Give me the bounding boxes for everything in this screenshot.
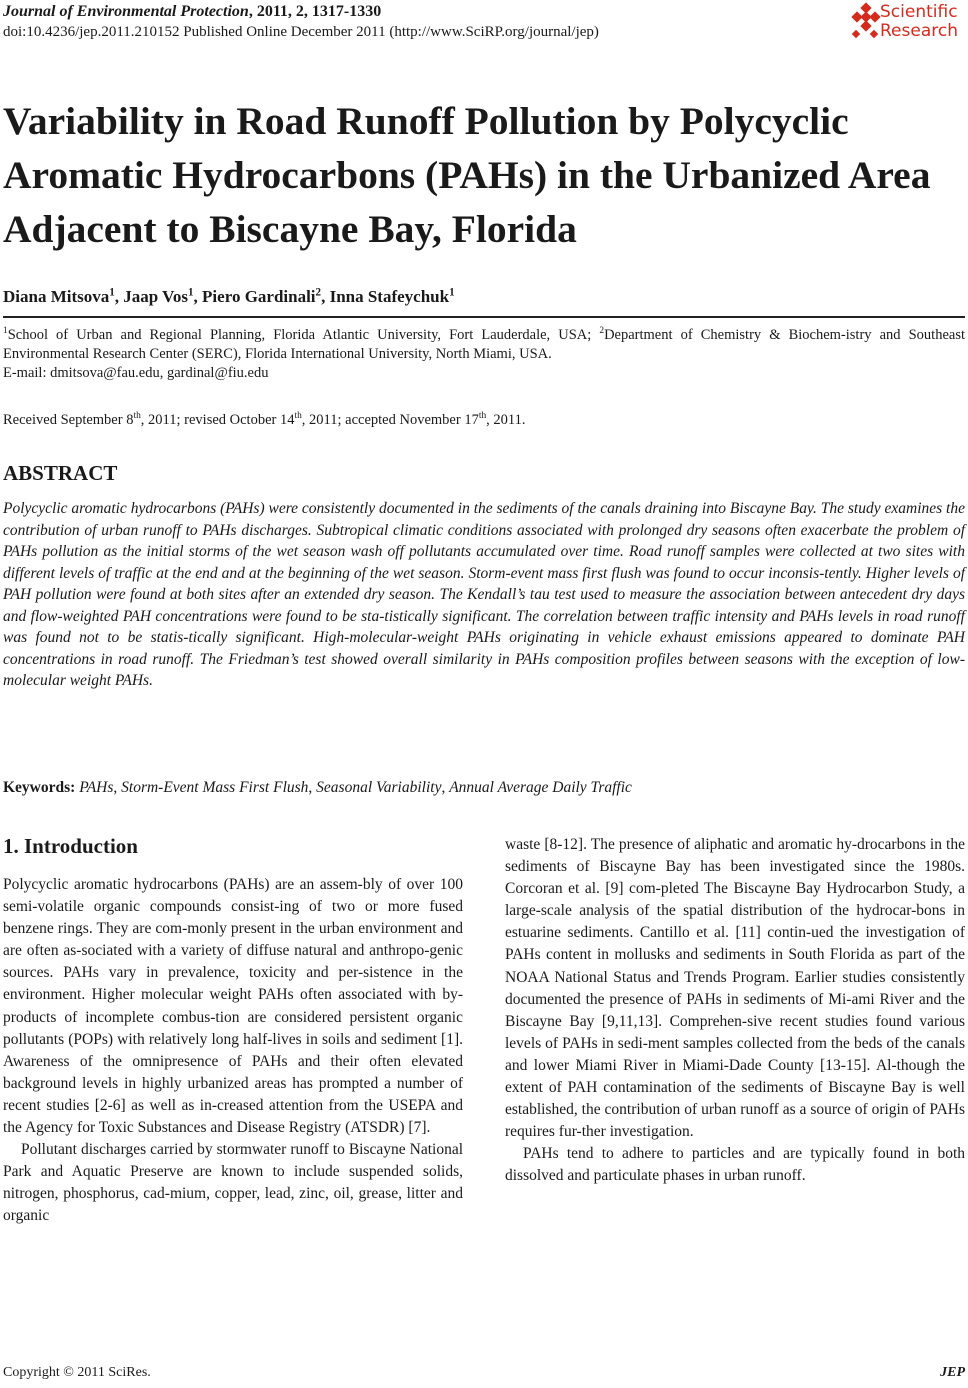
author-affiliation-mark: 1 xyxy=(109,286,115,299)
email-line: E-mail: dmitsova@fau.edu, gardinal@fiu.edu xyxy=(3,365,269,381)
header-divider xyxy=(3,316,965,318)
received-text: Received September 8 xyxy=(3,412,134,428)
ordinal-suffix: th xyxy=(478,411,487,422)
ordinal-suffix: th xyxy=(294,411,302,422)
keyword: Seasonal Variability xyxy=(316,779,442,796)
author-affiliation-mark: 2 xyxy=(315,286,322,299)
revised-text: , 2011; revised October 14 xyxy=(140,412,295,428)
paper-title: Variability in Road Runoff Pollution by Polycyclic Aromatic Hydrocarbons (PAHs) in the Urbanized Area Adjacent to Biscayne Bay, Florida xyxy=(3,99,931,251)
affiliation-mark: 1 xyxy=(3,326,8,337)
abstract-text: Polycyclic aromatic hydrocarbons (PAHs) were consistently documented in the sediments of the canals draining into Biscayne Bay. The study examines the contribution of urban runoff to PAHs discharges. Subtropical climatic conditions associated with prolonged dry seasons often exacerbate the problem of PAHs pollution as the initial storms of the wet season wash off pollutants accumulated over time. Road runoff samples were collected at two sites with different levels of traffic at the end and at the beginning of the wet season. Storm-event mass first flush was found to occur inconsis-tently. Higher levels of PAH pollution were found at both sites after an extended dry season. The Kendall’s tau test used to measure the association between antecedent dry days and flow-weighted PAH concentrations were found to be sta-tistically significant. The correlation between traffic intensity and PAHs levels in road runoff was found not to be statis-tically significant. High-molecular-weight PAHs originating in vehicle exhaust emissions appeared to dominate PAH concentrations in road runoff. The Friedman’s test showed overall similarity in PAHs composition profiles between seasons with the exception of low-molecular weight PAHs. xyxy=(3,500,965,689)
affiliation-1: School of Urban and Regional Planning, Florida Atlantic University, Fort Lauderdale, USA; xyxy=(7,327,600,343)
author-name: Piero Gardinali xyxy=(202,287,316,306)
doi-line: doi:10.4236/jep.2011.210152 Published Online December 2011 (http://www.SciRP.org/journal/jep) xyxy=(3,24,599,40)
keywords: Keywords: PAHs, Storm-Event Mass First Flush, Seasonal Variability, Annual Average Daily Traffic xyxy=(3,779,632,796)
author-name: Jaap Vos xyxy=(123,287,189,306)
journal-name: Journal of Environmental Protection xyxy=(3,3,249,20)
received-dates xyxy=(3,411,526,430)
keywords-colon: : xyxy=(70,779,80,796)
accepted-text: , 2011; accepted November 17 xyxy=(301,412,479,428)
left-column xyxy=(3,874,463,1228)
journal-abbreviation: JEP xyxy=(940,1365,965,1380)
copyright-footer: Copyright © 2011 SciRes. xyxy=(3,1365,151,1380)
ordinal-suffix: th xyxy=(133,411,141,422)
intro-paragraph: waste [8-12]. The presence of aliphatic and aromatic hy-drocarbons in the sediments of Biscayne Bay has been investigated since the 1980s. Corcoran et al. [9] com-pleted The Biscayne Bay Hydrocarbon Study, a large-scale analysis of the spatial distribution of the hydrocar-bons in estuarine sediments. Cantillo et al. [11] contin-ued the investigation of PAHs content in mollusks and sediments in South Florida as part of the NOAA National Status and Trends Program. Earlier studies consistently documented the presence of PAHs in sediments of Mi-ami River and the Biscayne Bay [9,11,13]. Comprehen-sive recent studies found various levels of PAHs in sedi-ment samples collected from the beds of the canals and lower Miami River in Miami-Dade County [13-15]. Al-though the extent of PAH contamination of the sediments of Biscayne Bay is well established, the contribution of urban runoff as a source of origin of PAHs requires fur-ther investigation. xyxy=(505,836,965,1141)
author-list xyxy=(3,286,455,308)
journal-citation xyxy=(3,2,381,22)
author-affiliation-mark: 1 xyxy=(188,286,194,299)
affiliation-2: Department of Chemistry & Biochem-istry and Southeast Environmental Research Center (SERC), Florida International University, North Miami, USA. xyxy=(3,327,965,362)
affiliation-mark: 2 xyxy=(599,326,605,337)
journal-volume: , 2011, 2, 1317-1330 xyxy=(248,3,382,20)
received-tail: , 2011. xyxy=(486,412,526,428)
author-separator: , xyxy=(193,287,203,306)
author-affiliation-mark: 1 xyxy=(449,286,455,299)
intro-paragraph: PAHs tend to adhere to particles and are typically found in both dissolved and particulate phases in urban runoff. xyxy=(505,1145,965,1185)
author-separator: , xyxy=(321,287,330,306)
logo-text-line2: Research xyxy=(880,21,958,41)
keywords-label: Keywords xyxy=(3,779,71,796)
author-name: Diana Mitsova xyxy=(3,287,110,306)
logo-text-line1: Scientific xyxy=(880,2,958,22)
scientific-research-logo xyxy=(850,2,968,42)
author-separator: , xyxy=(114,287,124,306)
keyword: Annual Average Daily Traffic xyxy=(449,779,632,796)
right-column xyxy=(505,834,965,1188)
intro-paragraph: Polycyclic aromatic hydrocarbons (PAHs) are an assem-bly of over 100 semi-volatile organic compounds consist-ing of two or more fused benzene rings. They are com-monly present in the urban environment and are often as-sociated with a variety of diffuse natural and anthropo-genic sources. PAHs vary in prevalence, toxicity and per-sistence in the environment. Higher molecular weight PAHs often associated with by-products of incomplete combus-tion are considered persistent organic pollutants (POPs) with relatively long half-lives in soils and sediment [1]. Awareness of the omnipresence of PAHs and their often elevated background levels in highly urbanized areas has prompted a number of recent studies [2-6] as well as in-creased attention from the USEPA and the Agency for Toxic Substances and Disease Registry (ATSDR) [7]. xyxy=(3,876,463,1137)
affiliations xyxy=(3,326,965,383)
section-heading: 1. Introduction xyxy=(3,834,138,858)
keyword: Storm-Event Mass First Flush xyxy=(121,779,309,796)
intro-paragraph: Pollutant discharges carried by stormwater runoff to Biscayne National Park and Aquatic Preserve are known to include suspended solids, nitrogen, phosphorus, cad-mium, copper, lead, zinc, oil, grease, litter and organic xyxy=(3,1141,463,1225)
keyword: PAHs xyxy=(79,779,114,796)
abstract-heading: ABSTRACT xyxy=(3,461,118,485)
logo-diamond-icon xyxy=(850,4,884,40)
author-name: Inna Stafeychuk xyxy=(329,287,450,306)
